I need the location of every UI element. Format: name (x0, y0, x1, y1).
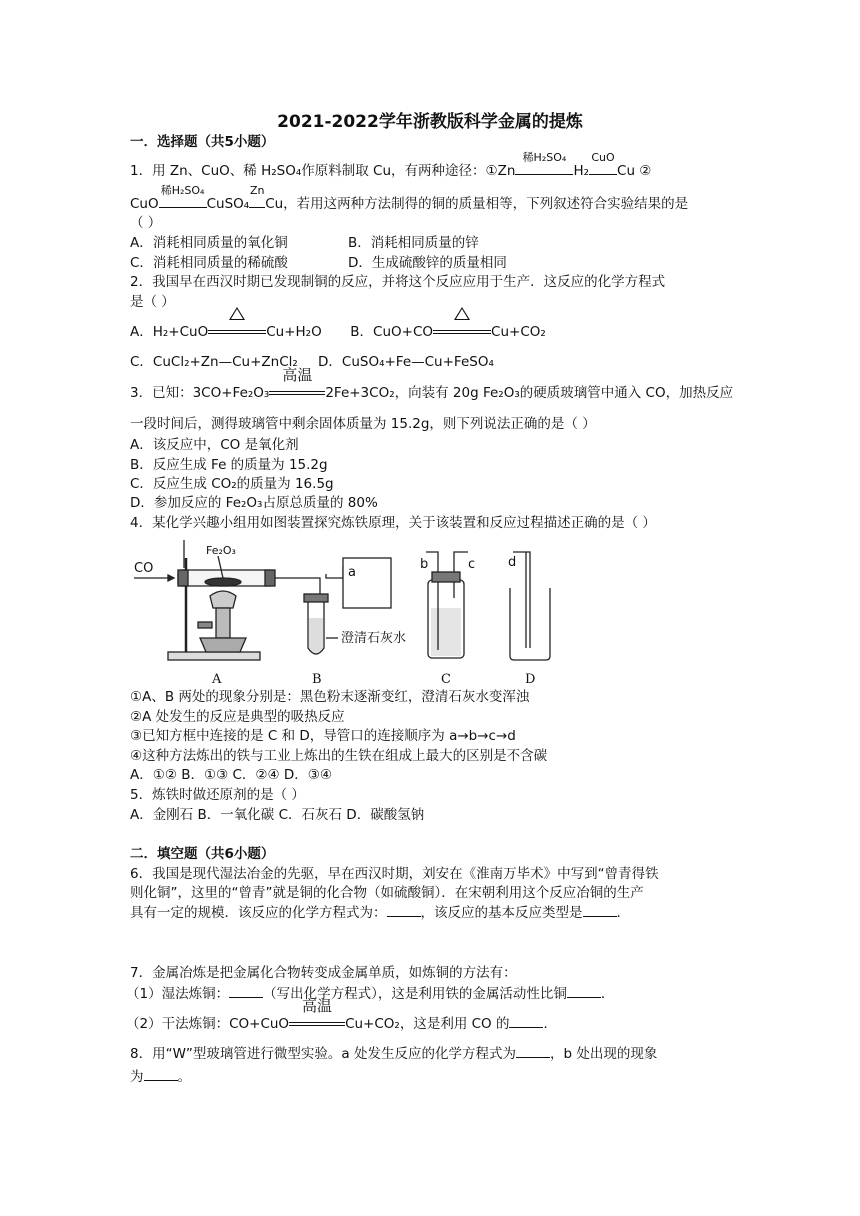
answer-blank[interactable] (144, 1068, 178, 1081)
reaction-arrow (159, 184, 207, 213)
question-3-line-2: 一段时间后，测得玻璃管中剩余固体质量为 15.2g，则下列说法正确的是（ ） (130, 416, 596, 432)
fig-label-c: c (468, 557, 476, 572)
section-heading-choice: 一．选择题（共5小题） (130, 134, 275, 150)
q5-options: A．金刚石 B．一氧化碳 C．石灰石 D．碳酸氢钠 (130, 807, 425, 823)
question-1-line-2 (130, 184, 689, 213)
q7-dry-text-b: Cu+CO₂，这是利用 CO 的 (345, 1016, 510, 1032)
q3-option-a: A．该反应中，CO 是氧化剂 (130, 437, 299, 453)
high-temp-condition (269, 366, 325, 402)
heat-triangle-icon (229, 307, 245, 320)
q7-dry-text-a: （2）干法炼铜：CO+CuO (126, 1016, 290, 1032)
apparatus-diagram (128, 538, 598, 688)
heat-condition (208, 323, 266, 341)
q7-text-c: ． (600, 986, 615, 1002)
arrow-condition: 稀H₂SO₄ (522, 151, 567, 164)
q3-option-b: B．反应生成 Fe 的质量为 15.2g (130, 457, 328, 473)
q7-text-a: （1）湿法炼铜： (126, 986, 230, 1002)
arrow-condition: CuO (591, 151, 615, 164)
q1-line2-start: CuO (130, 196, 159, 212)
heat-triangle-icon (454, 307, 470, 320)
q1-text-start: 1．用 Zn、CuO、稀 H₂SO₄作原料制取 Cu，有两种途径：①Zn (130, 163, 516, 179)
reaction-arrow (249, 184, 265, 213)
q2-options-ab (130, 323, 546, 341)
question-6-line-1: 6．我国是现代湿法冶金的先驱，早在西汉时期，刘安在《淮南万毕术》中写到“曾青得铁 (130, 866, 659, 882)
fig-caption-c: C (441, 672, 451, 687)
arrow-condition: 高温 (302, 997, 333, 1015)
fe2o3-powder (205, 578, 241, 586)
q8-text-a: 8．用“W”型玻璃管进行微型实验。a 处发生反应的化学方程式为 (130, 1046, 516, 1062)
question-7-line-3 (126, 997, 557, 1033)
answer-blank[interactable] (567, 985, 601, 998)
flame (210, 591, 236, 608)
fig-label-d: d (508, 555, 517, 570)
fig-label-b: b (420, 557, 429, 572)
alcohol-lamp (200, 638, 246, 652)
q4-statement-3: ③已知方框中连接的是 C 和 D，导管口的连接顺序为 a→b→c→d (130, 728, 516, 744)
stand-base (168, 652, 260, 660)
question-7-line-1: 7．金属冶炼是把金属化合物转变成金属单质，如炼铜的方法有： (130, 965, 517, 981)
limewater-b (309, 618, 323, 653)
q3-right: 2Fe+3CO₂，向装有 20g Fe₂O₃的硬质玻璃管中通入 CO，加热反应 (325, 385, 734, 401)
tube-stopper-left (178, 570, 188, 586)
stopper-b (304, 594, 328, 602)
q1-line2-mid: CuSO₄ (206, 196, 250, 212)
stopper-c (432, 572, 460, 582)
question-5-line-1: 5．炼铁时做还原剂的是（ ） (130, 787, 305, 803)
q4-statement-2: ②A 处发生的反应是典型的吸热反应 (130, 709, 345, 725)
question-3-line-1 (130, 366, 734, 402)
fig-label-fe2o3: Fe₂O₃ (206, 544, 236, 557)
question-8-line-1 (130, 1045, 657, 1063)
question-2-line-2: 是（ ） (130, 294, 175, 310)
arrow-condition: 高温 (282, 366, 313, 384)
q3-option-d: D．参加反应的 Fe₂O₃占原总质量的 80% (130, 495, 378, 511)
q1-option-c: C．消耗相同质量的稀硫酸 (130, 255, 288, 271)
question-8-line-2 (130, 1068, 191, 1086)
q8-text-d: 。 (177, 1069, 191, 1085)
question-1-line-1 (130, 151, 652, 180)
question-1-line-3: （ ） (130, 215, 162, 231)
tube-stopper-right (265, 570, 275, 586)
q6-text-a: 具有一定的规模．该反应的化学方程式为： (130, 905, 387, 921)
answer-blank[interactable] (583, 904, 617, 917)
arrow-head-icon (168, 575, 174, 581)
answer-blank[interactable] (387, 904, 421, 917)
q6-text-b: ，该反应的基本反应类型是 (420, 905, 583, 921)
q1-option-d: D．生成硫酸锌的质量相同 (348, 255, 507, 271)
q8-text-b: ，b 处出现的现象 (550, 1046, 658, 1062)
fig-caption-b: B (312, 672, 322, 687)
question-6-line-2: 则化铜”，这里的“曾青”就是铜的化合物（如硫酸铜）．在宋朝利用这个反应冶铜的生产 (130, 885, 644, 901)
q4-statement-4: ④这种方法炼出的铁与工业上炼出的生铁在组成上最大的区别是不含碳 (130, 748, 548, 764)
q1-end: Cu ② (617, 163, 652, 179)
answer-blank[interactable] (229, 985, 263, 998)
q7-text-b: （写出化学方程式），这是利用铁的金属活动性比铜 (263, 986, 567, 1002)
fig-label-a: a (348, 565, 356, 580)
q2-option-b-right: Cu+CO₂ (491, 324, 546, 340)
reaction-arrow (589, 151, 617, 180)
q1-line2-end: Cu，若用这两种方法制得的铜的质量相等，下列叙述符合实验结果的是 (265, 196, 689, 212)
q4-options: A．①② B．①③ C．②④ D．③④ (130, 767, 333, 783)
question-6-line-3 (130, 904, 630, 922)
q3-left: 3．已知：3CO+Fe₂O₃ (130, 385, 270, 401)
fig-label-co: CO (134, 561, 154, 576)
q2-option-a-left: A．H₂+CuO (130, 324, 209, 340)
pipe-c (454, 552, 468, 572)
page-title: 2021-2022学年浙教版科学金属的提炼 (277, 112, 583, 132)
pipe-to-a (326, 566, 343, 578)
q6-text-c: ． (616, 905, 630, 921)
question-4-line-1: 4．某化学兴趣小组用如图装置探究炼铁原理，关于该装置和反应过程描述正确的是（ ） (130, 515, 656, 531)
reaction-arrow (515, 151, 573, 180)
q2-option-d: D．CuSO₄+Fe—Cu+FeSO₄ (318, 354, 494, 370)
q4-statement-1: ①A、B 两处的现象分别是：黑色粉末逐渐变红，澄清石灰水变浑浊 (130, 689, 530, 705)
high-temp-condition (289, 997, 345, 1033)
q1-mid: H₂ (573, 163, 590, 179)
q2-option-a-right: Cu+H₂O (266, 324, 322, 340)
section-heading-fill: 二．填空题（共6小题） (130, 846, 275, 862)
fig-label-limewater: 澄清石灰水 (341, 631, 407, 646)
q7-dry-text-c: ． (543, 1016, 557, 1032)
fig-caption-a: A (212, 672, 222, 687)
answer-blank[interactable] (516, 1045, 550, 1058)
heat-condition (433, 323, 491, 341)
q8-text-c: 为 (130, 1069, 144, 1085)
q1-option-b: B．消耗相同质量的锌 (348, 235, 479, 251)
q2-option-c: C．CuCl₂+Zn—Cu+ZnCl₂ (130, 354, 298, 370)
question-2-line-1: 2．我国早在西汉时期已发现制铜的反应，并将这个反应应用于生产．这反应的化学方程式 (130, 274, 666, 290)
q3-option-c: C．反应生成 CO₂的质量为 16.5g (130, 476, 334, 492)
arrow-condition: Zn (249, 184, 265, 197)
q1-option-a: A．消耗相同质量的氧化铜 (130, 235, 288, 251)
fig-caption-d: D (525, 672, 536, 687)
question-7-line-2 (126, 985, 614, 1003)
burner-neck (216, 608, 230, 638)
answer-blank[interactable] (509, 1015, 543, 1028)
q2-option-b-left: B．CuO+CO (350, 324, 434, 340)
arrow-condition: 稀H₂SO₄ (160, 184, 205, 197)
